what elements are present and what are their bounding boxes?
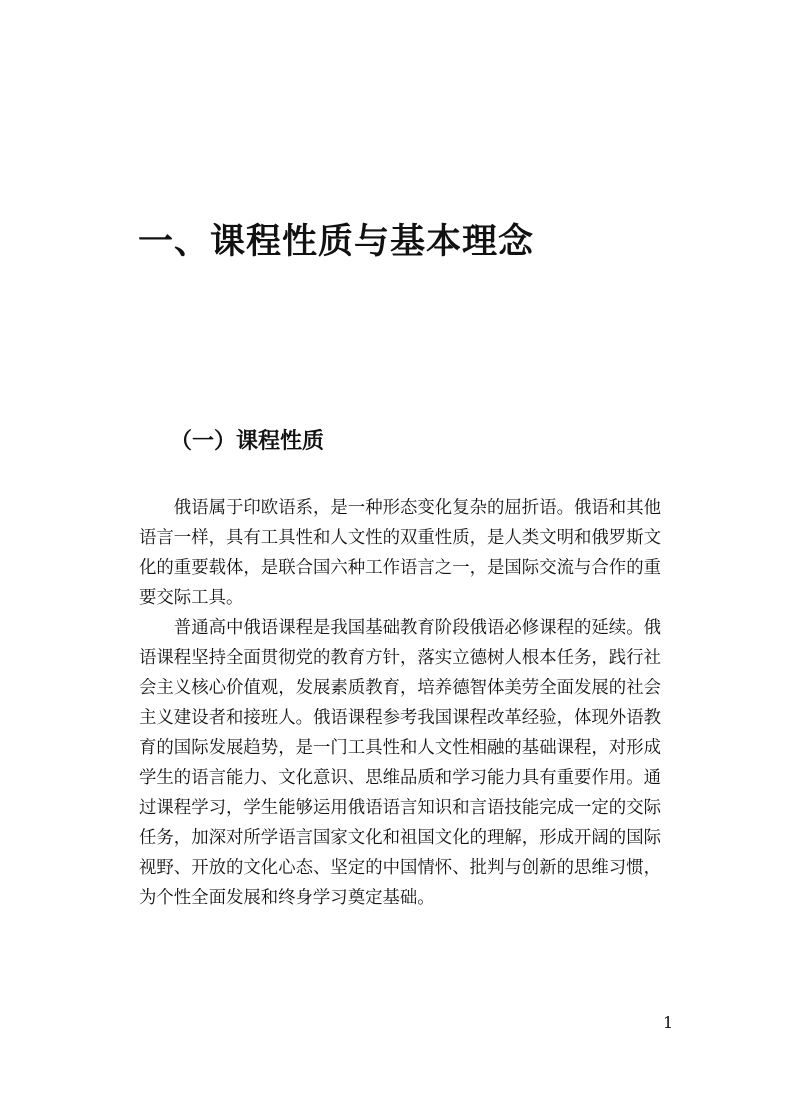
paragraph-course-nature: 普通高中俄语课程是我国基础教育阶段俄语必修课程的延续。俄语课程坚持全面贯彻党的教育方针，落实立德树人根本任务，践行社会主义核心价值观，发展素质教育，培养德智体美劳全面发展的社会主义建设者和接班人。俄语课程参考我国课程改革经验，体现外语教育的国际发展趋势，是一门工具性和人文性相融的基础课程，对形成学生的语言能力、文化意识、思维品质和学习能力具有重要作用。通过课程学习，学生能够运用俄语语言知识和言语技能完成一定的交际任务，加深对所学语言国家文化和祖国文化的理解，形成开阔的国际视野、开放的文化心态、坚定的中国情怀、批判与创新的思维习惯，为个性全面发展和终身学习奠定基础。 — [139, 618, 661, 908]
section-title: （一）课程性质 — [170, 428, 325, 454]
body-text — [139, 493, 661, 913]
page-number: 1 — [663, 1013, 674, 1032]
paragraph-language-nature: 俄语属于印欧语系，是一种形态变化复杂的屈折语。俄语和其他语言一样，具有工具性和人文性的双重性质，是人类文明和俄罗斯文化的重要载体，是联合国六种工作语言之一，是国际交流与合作的重要交际工具。 — [139, 498, 661, 608]
chapter-title: 一、课程性质与基本理念 — [138, 221, 535, 262]
